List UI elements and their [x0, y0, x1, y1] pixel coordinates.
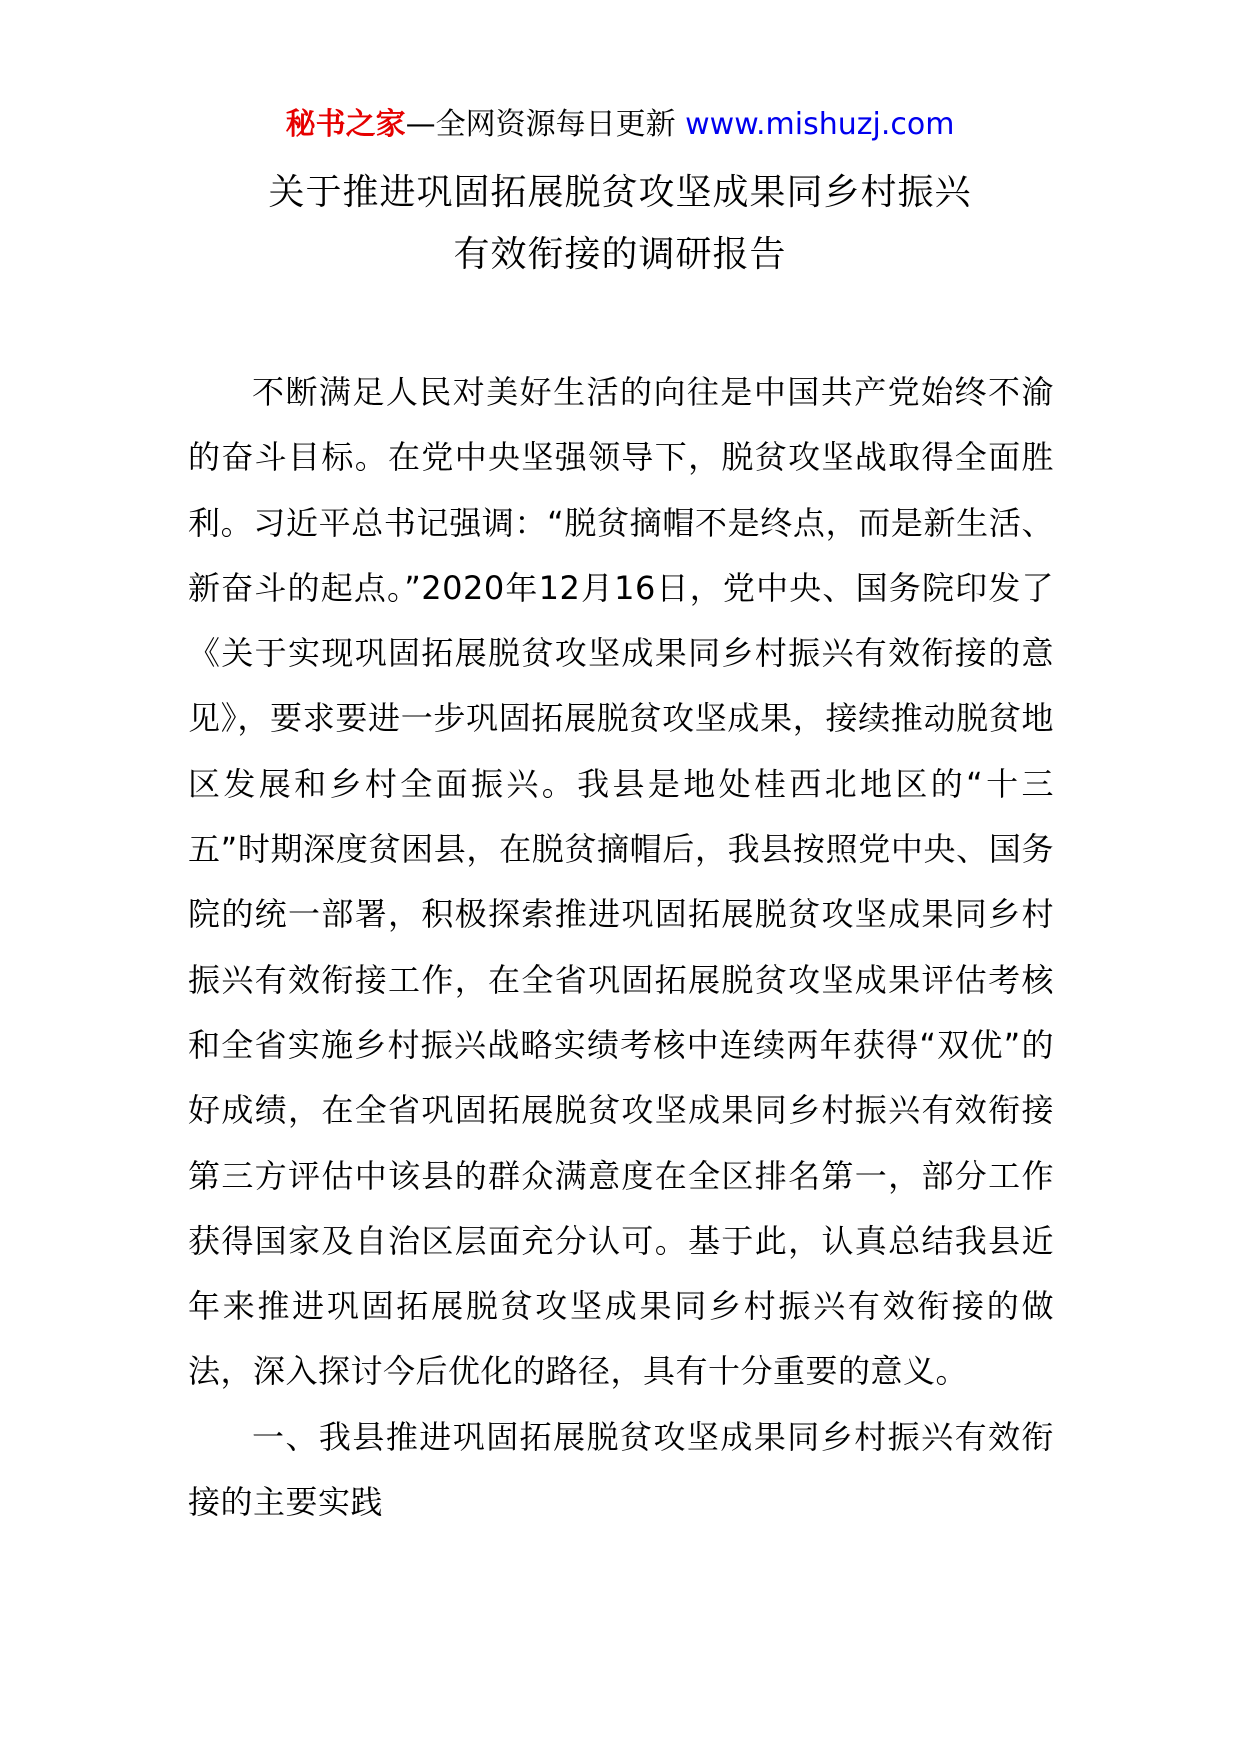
brand-name: 秘书之家 [285, 107, 406, 142]
site-watermark-header [0, 104, 1240, 146]
document-body [188, 360, 1054, 1535]
brand-tagline: —全网资源每日更新 [405, 107, 676, 142]
document-title [0, 162, 1240, 286]
title-line-1: 关于推进巩固拓展脱贫攻坚成果同乡村振兴 [268, 172, 972, 213]
section-heading-1: 一、我县推进巩固拓展脱贫攻坚成果同乡村振兴有效衔接的主要实践 [188, 1417, 1054, 1522]
intro-paragraph: 不断满足人民对美好生活的向往是中国共产党始终不渝的奋斗目标。在党中央坚强领导下，脱贫攻坚战取得全面胜利。习近平总书记强调：“脱贫摘帽不是终点，而是新生活、新奋斗的起点。”2020年12月16日，党中央、国务院印发了《关于实现巩固拓展脱贫攻坚成果同乡村振兴有效衔接的意见》，要求要进一步巩固拓展脱贫攻坚成果，接续推动脱贫地区发展和乡村全面振兴。我县是地处桂西北地区的“十三五”时期深度贫困县，在脱贫摘帽后，我县按照党中央、国务院的统一部署，积极探索推进巩固拓展脱贫攻坚成果同乡村振兴有效衔接工作，在全省巩固拓展脱贫攻坚成果评估考核和全省实施乡村振兴战略实绩考核中连续两年获得“双优”的好成绩，在全省巩固拓展脱贫攻坚成果同乡村振兴有效衔接第三方评估中该县的群众满意度在全区排名第一，部分工作获得国家及自治区层面充分认可。基于此，认真总结我县近年来推进巩固拓展脱贫攻坚成果同乡村振兴有效衔接的做法，深入探讨今后优化的路径，具有十分重要的意义。 [188, 373, 1054, 1391]
title-line-2: 有效衔接的调研报告 [453, 234, 787, 275]
site-url-link[interactable]: www.mishuzj.com [685, 107, 955, 142]
